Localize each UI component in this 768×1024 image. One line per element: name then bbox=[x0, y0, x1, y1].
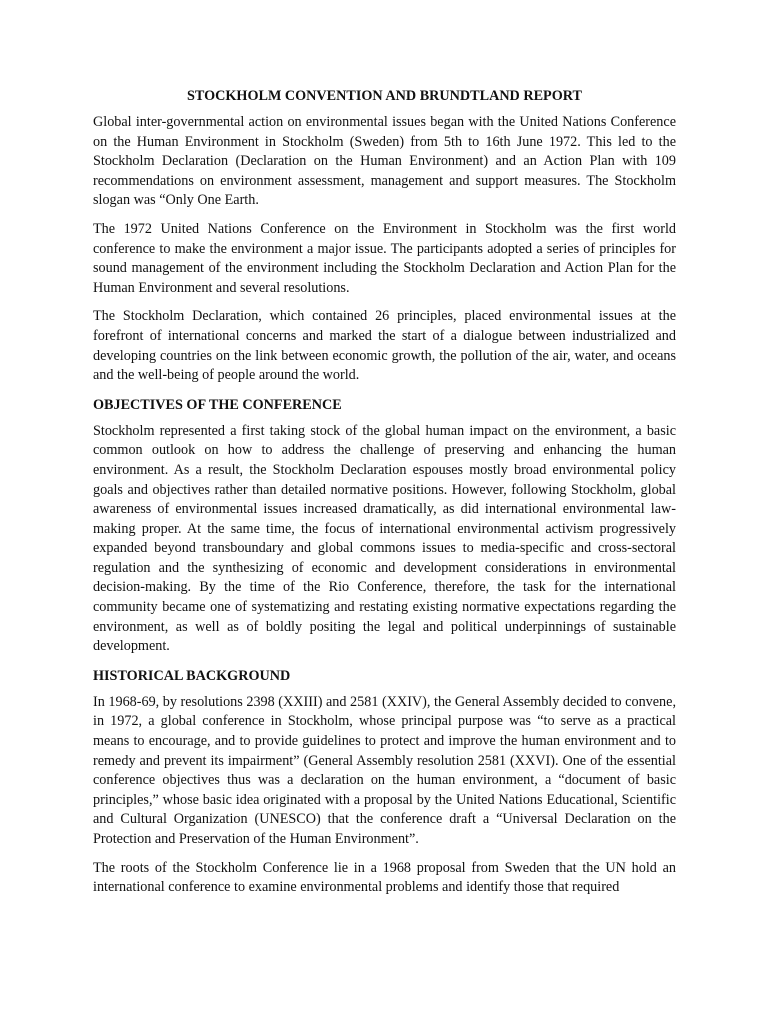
document-page bbox=[93, 86, 676, 907]
historical-paragraph-2: The roots of the Stockholm Conference lie in a 1968 proposal from Sweden that the UN hold an international conference to examine environmental problems and identify those that required bbox=[93, 859, 676, 896]
objectives-paragraph: Stockholm represented a first taking stock of the global human impact on the environment, a basic common outlook on how to address the challenge of preserving and enhancing the human environment. As a result, the Stockholm Declaration espouses mostly broad environmental policy goals and objectives rather than detailed normative positions. However, following Stockholm, global awareness of environmental issues increased dramatically, as did international environmental law-making proper. At the same time, the focus of international environmental activism progressively expanded beyond transboundary and global commons issues to media-specific and cross-sectoral regulation and the synthesizing of economic and development considerations in environmental decision-making. By the time of the Rio Conference, therefore, the task for the international community became one of systematizing and restating existing normative expectations regarding the environment, as well as of boldly positing the legal and political underpinnings of sustainable development. bbox=[93, 422, 676, 655]
intro-paragraph-2: The 1972 United Nations Conference on the Environment in Stockholm was the first world conference to make the environment a major issue. The participants adopted a series of principles for sound management of the environment including the Stockholm Declaration and Action Plan for the Human Environment and several resolutions. bbox=[93, 220, 676, 296]
historical-paragraph-1: In 1968-69, by resolutions 2398 (XXIII) and 2581 (XXIV), the General Assembly decided to convene, in 1972, a global conference in Stockholm, whose principal purpose was “to serve as a practical means to encourage, and to provide guidelines to protect and improve the human environment and to remedy and prevent its impairment” (General Assembly resolution 2581 (XXVI). One of the essential conference objectives thus was a declaration on the human environment, a “document of basic principles,” whose basic idea originated with a proposal by the United Nations Educational, Scientific and Cultural Organization (UNESCO) that the conference draft a “Universal Declaration on the Protection and Preservation of the Human Environment”. bbox=[93, 693, 676, 847]
intro-paragraph-3: The Stockholm Declaration, which contained 26 principles, placed environmental issues at the forefront of international concerns and marked the start of a dialogue between industrialized and developing countries on the link between economic growth, the pollution of the air, water, and oceans and the well-being of people around the world. bbox=[93, 308, 676, 384]
historical-heading: HISTORICAL BACKGROUND bbox=[93, 667, 291, 684]
objectives-heading: OBJECTIVES OF THE CONFERENCE bbox=[93, 396, 342, 413]
intro-paragraph-1: Global inter-governmental action on environmental issues began with the United Nations Conference on the Human Environment in Stockholm (Sweden) from 5th to 16th June 1972. This led to the Stockholm Declaration (Declaration on the Human Environment) and an Action Plan with 109 recommendations on environment assessment, management and support measures. The Stockholm slogan was “Only One Earth. bbox=[93, 114, 676, 209]
document-title: STOCKHOLM CONVENTION AND BRUNDTLAND REPORT bbox=[187, 88, 582, 104]
